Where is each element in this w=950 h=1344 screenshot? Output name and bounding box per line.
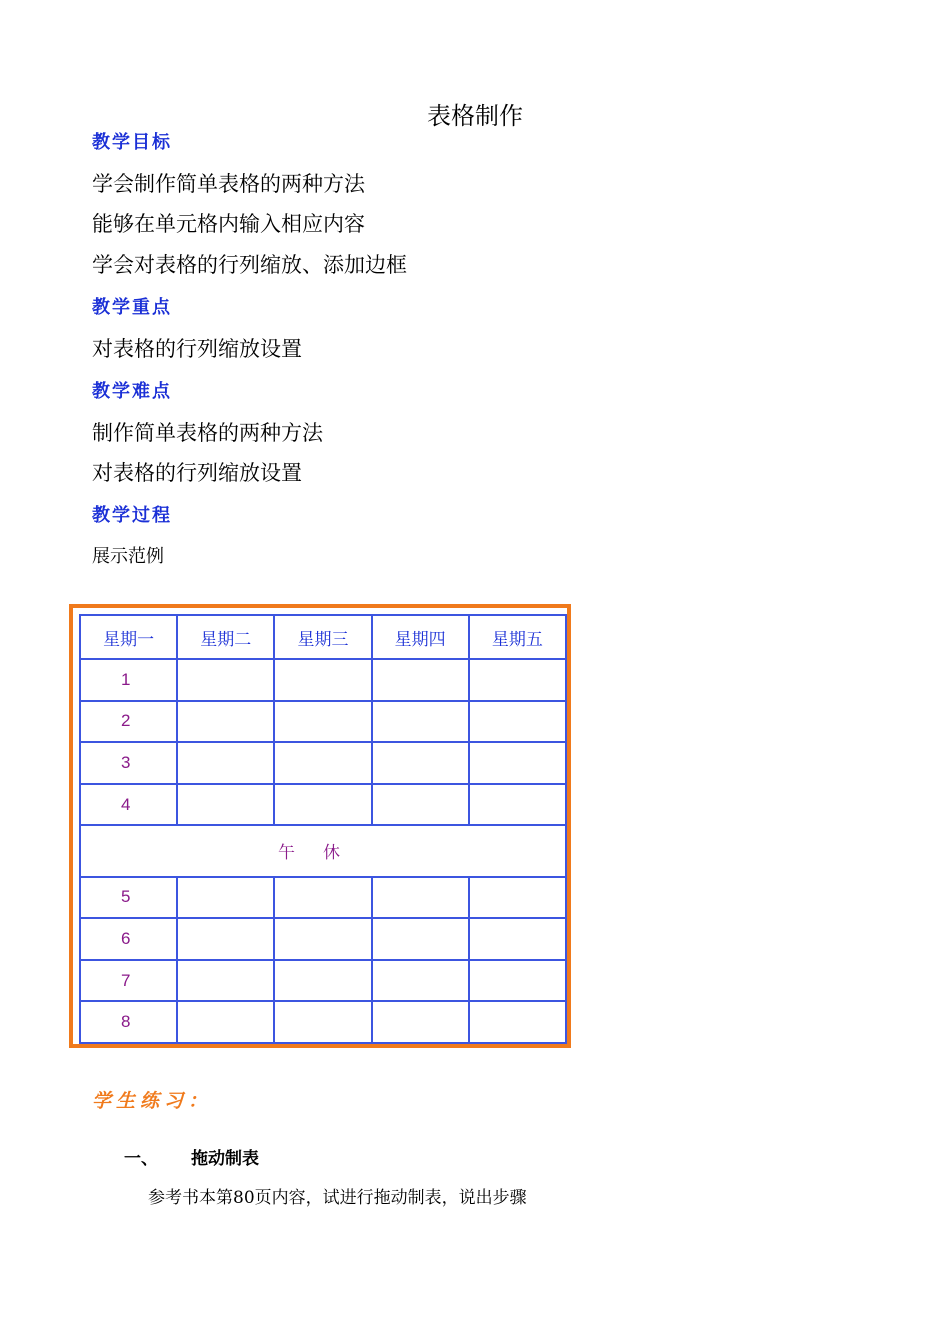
table-row xyxy=(80,784,566,826)
table-cell xyxy=(372,918,469,960)
table-cell xyxy=(177,877,274,919)
noon-break-label: 午休 xyxy=(80,825,566,876)
period-number: 2 xyxy=(80,701,177,743)
table-cell xyxy=(274,784,371,826)
table-cell xyxy=(469,1001,566,1043)
table-row xyxy=(80,659,566,701)
table-cell xyxy=(274,659,371,701)
header-cell: 星期三 xyxy=(274,615,371,659)
table-cell xyxy=(177,742,274,784)
period-number: 3 xyxy=(80,742,177,784)
table-cell xyxy=(177,1001,274,1043)
table-row xyxy=(80,877,566,919)
table-cell xyxy=(177,960,274,1002)
table-row xyxy=(80,742,566,784)
goal-item: 学会对表格的行列缩放、添加边框 xyxy=(92,253,407,277)
document-title: 表格制作 xyxy=(427,102,523,130)
step-title: 拖动制表 xyxy=(191,1149,259,1169)
table-row xyxy=(80,1001,566,1043)
period-number: 1 xyxy=(80,659,177,701)
process-heading: 教学过程 xyxy=(92,505,172,526)
difficulty-item: 对表格的行列缩放设置 xyxy=(92,461,302,485)
difficulty-item: 制作简单表格的两种方法 xyxy=(92,421,323,445)
table-cell xyxy=(177,784,274,826)
table-cell xyxy=(274,960,371,1002)
header-cell: 星期二 xyxy=(177,615,274,659)
table-cell xyxy=(469,784,566,826)
table-cell xyxy=(372,877,469,919)
table-cell xyxy=(372,960,469,1002)
schedule-frame xyxy=(69,604,571,1048)
table-cell xyxy=(274,742,371,784)
table-cell xyxy=(469,877,566,919)
table-cell xyxy=(177,918,274,960)
table-cell xyxy=(274,1001,371,1043)
table-row xyxy=(80,960,566,1002)
noon-row xyxy=(80,825,566,876)
step-number: 一、 xyxy=(124,1149,158,1169)
table-row xyxy=(80,918,566,960)
period-number: 6 xyxy=(80,918,177,960)
table-cell xyxy=(274,701,371,743)
process-intro: 展示范例 xyxy=(92,546,164,567)
header-cell: 星期四 xyxy=(372,615,469,659)
period-number: 7 xyxy=(80,960,177,1002)
period-number: 4 xyxy=(80,784,177,826)
table-cell xyxy=(469,659,566,701)
header-cell: 星期五 xyxy=(469,615,566,659)
table-cell xyxy=(177,659,274,701)
table-cell xyxy=(177,701,274,743)
period-number: 5 xyxy=(80,877,177,919)
table-cell xyxy=(469,918,566,960)
schedule-table xyxy=(79,614,567,1044)
table-cell xyxy=(372,784,469,826)
goals-heading: 教学目标 xyxy=(92,132,172,153)
table-cell xyxy=(372,742,469,784)
key-points-heading: 教学重点 xyxy=(92,297,172,318)
table-cell xyxy=(274,877,371,919)
practice-heading: 学生练习： xyxy=(92,1090,213,1112)
table-cell xyxy=(469,701,566,743)
table-cell xyxy=(372,659,469,701)
header-cell: 星期一 xyxy=(80,615,177,659)
key-point-item: 对表格的行列缩放设置 xyxy=(92,337,302,361)
difficulties-heading: 教学难点 xyxy=(92,381,172,402)
period-number: 8 xyxy=(80,1001,177,1043)
step-body: 参考书本第80页内容，试进行拖动制表，说出步骤 xyxy=(148,1188,527,1208)
table-cell xyxy=(372,701,469,743)
table-cell xyxy=(274,918,371,960)
table-row xyxy=(80,701,566,743)
table-cell xyxy=(469,742,566,784)
table-cell xyxy=(469,960,566,1002)
goal-item: 能够在单元格内输入相应内容 xyxy=(92,212,365,236)
goal-item: 学会制作简单表格的两种方法 xyxy=(92,172,365,196)
table-cell xyxy=(372,1001,469,1043)
